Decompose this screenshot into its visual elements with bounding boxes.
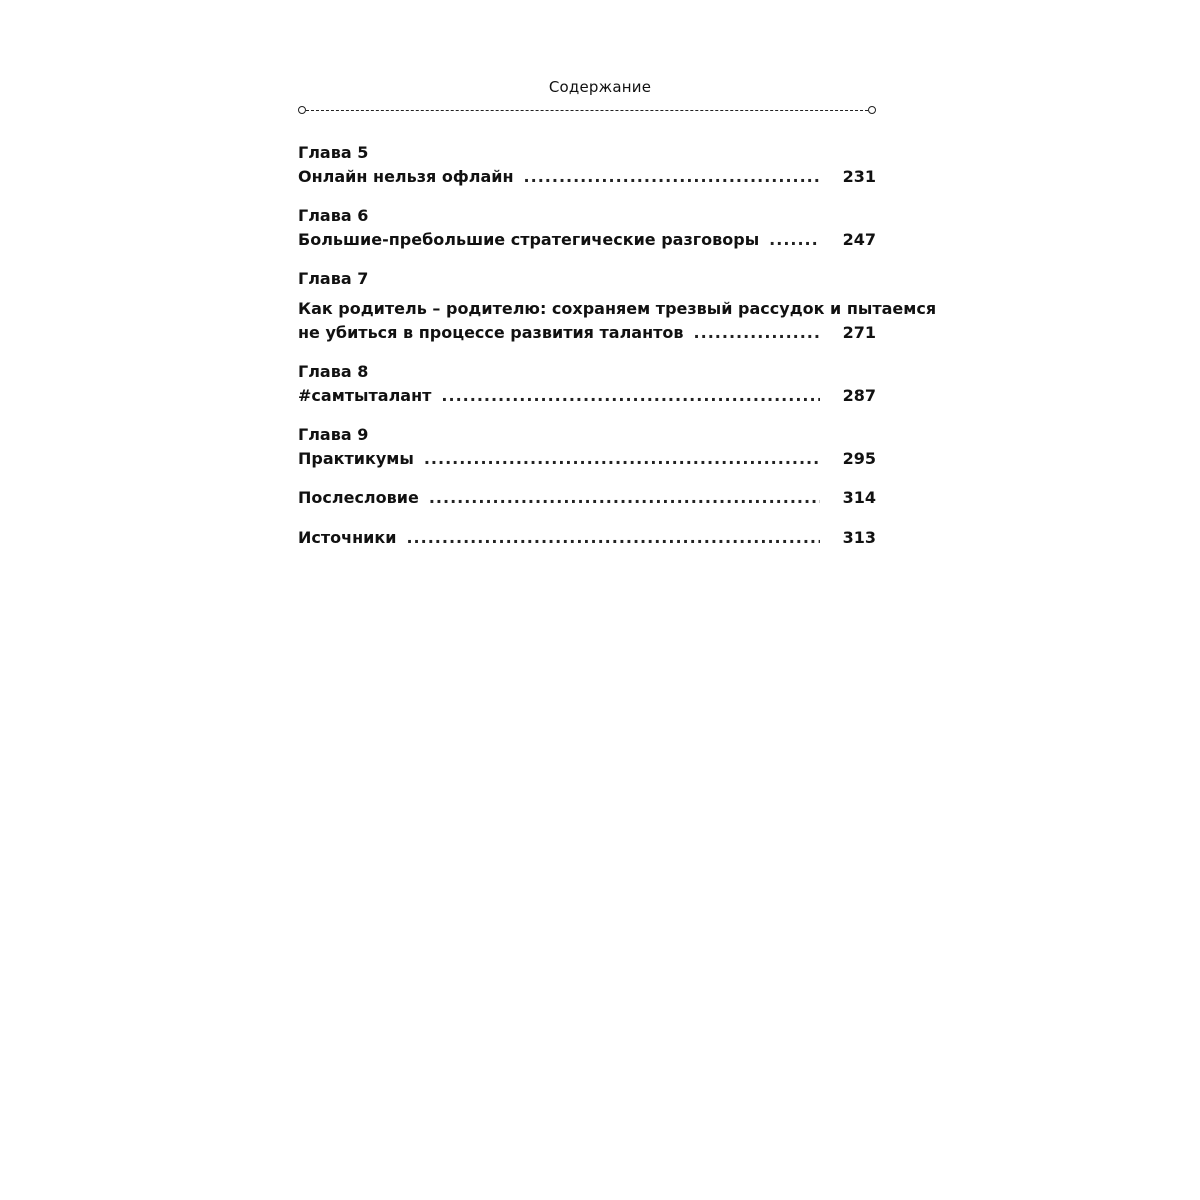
toc-entry-afterword[interactable] <box>298 486 876 510</box>
dot-leader <box>429 486 820 510</box>
chapter-label: Глава 5 <box>298 143 369 162</box>
toc-line <box>298 384 876 408</box>
chapter-label: Глава 6 <box>298 206 369 225</box>
chapter-label: Глава 9 <box>298 425 369 444</box>
page-header-title: Содержание <box>548 78 652 96</box>
toc-line <box>298 526 876 550</box>
dot-leader <box>441 384 820 408</box>
chapter-title-line-1: Как родитель – родителю: сохраняем трезвый рассудок и пытаемся <box>298 299 937 318</box>
toc-line <box>298 321 876 345</box>
divider-left-circle-icon <box>298 106 306 114</box>
toc-line <box>298 228 876 252</box>
page-number: 313 <box>842 528 876 547</box>
toc-entry-chapter-8[interactable] <box>298 360 876 408</box>
chapter-title-line-2: не убиться в процессе развития талантов <box>298 323 684 342</box>
page-number: 247 <box>842 230 876 249</box>
page-number: 287 <box>842 386 876 405</box>
table-of-contents <box>298 141 937 550</box>
section-title: Послесловие <box>298 488 419 507</box>
toc-line <box>298 486 876 510</box>
toc-entry-chapter-5[interactable] <box>298 141 876 189</box>
dot-leader <box>524 165 820 189</box>
chapter-title: Онлайн нельзя офлайн <box>298 167 514 186</box>
toc-line <box>298 165 876 189</box>
dot-leader <box>769 228 820 252</box>
dot-leader <box>424 447 820 471</box>
toc-entry-chapter-6[interactable] <box>298 204 876 252</box>
chapter-title: #самтыталант <box>298 386 432 405</box>
toc-entry-sources[interactable] <box>298 526 876 550</box>
header-divider <box>298 106 876 116</box>
toc-entry-chapter-7[interactable] <box>298 267 937 345</box>
page-number: 271 <box>842 323 876 342</box>
toc-entry-chapter-9[interactable] <box>298 423 876 471</box>
chapter-title: Большие-пребольшие стратегические разговоры <box>298 230 760 249</box>
section-title: Источники <box>298 528 397 547</box>
page-number: 231 <box>842 167 876 186</box>
dot-leader <box>694 321 820 345</box>
chapter-label: Глава 8 <box>298 362 369 381</box>
dot-leader <box>406 526 820 550</box>
chapter-label: Глава 7 <box>298 269 369 288</box>
chapter-title: Практикумы <box>298 449 414 468</box>
page-number: 295 <box>842 449 876 468</box>
page-number: 314 <box>842 488 876 507</box>
divider-dashed-line <box>306 110 868 111</box>
toc-line <box>298 447 876 471</box>
divider-right-circle-icon <box>868 106 876 114</box>
